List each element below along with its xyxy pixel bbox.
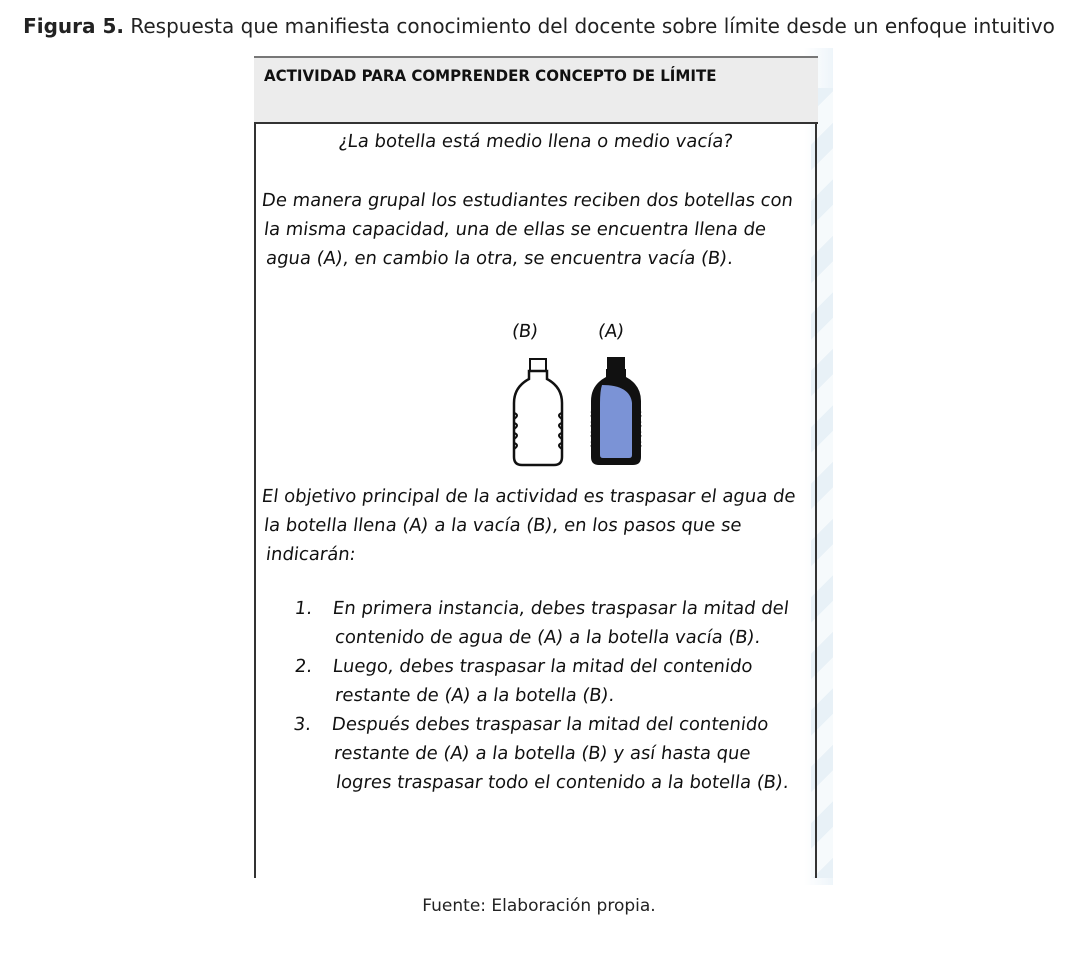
step-text: Luego, debes traspasar la mitad del contenido restante de (A) a la botella (B). <box>332 656 754 706</box>
activity-objective: El objetivo principal de la actividad es traspasar el agua de la botella llena (A) a la vacía (B), en los pasos que se indicarán: <box>261 486 797 565</box>
full-bottle-icon <box>588 355 644 469</box>
caption-text: Respuesta que manifiesta conocimiento del docente sobre límite desde un enfoque intuitivo <box>130 14 1055 38</box>
activity-description: De manera grupal los estudiantes reciben dos botellas con la misma capacidad, una de ellas se encuentra llena de agua (A), en cambio la otra, se encuentra vacía (B). <box>261 190 794 269</box>
bottle-a-label: (A) <box>597 321 626 342</box>
activity-body <box>254 122 817 878</box>
step-number: 2. <box>294 656 313 677</box>
list-item <box>294 652 798 710</box>
step-number: 1. <box>294 598 313 619</box>
list-item <box>293 710 799 797</box>
activity-header <box>254 56 818 124</box>
activity-figure <box>254 48 833 885</box>
activity-question: ¿La botella está medio llena o medio vacía? <box>337 131 734 152</box>
step-text: En primera instancia, debes traspasar la mitad del contenido de agua de (A) a la botella vacía (B). <box>332 598 790 648</box>
bottle-b-label: (B) <box>511 321 540 342</box>
figure-source: Fuente: Elaboración propia. <box>422 896 656 916</box>
step-number: 3. <box>293 714 312 735</box>
bottles-illustration <box>506 317 646 472</box>
empty-bottle-icon <box>510 357 566 469</box>
figure-caption <box>0 14 1078 38</box>
steps-list <box>293 594 796 797</box>
list-item <box>294 594 798 652</box>
activity-title: ACTIVIDAD PARA COMPRENDER CONCEPTO DE LÍMITE <box>264 66 717 85</box>
step-text: Después debes traspasar la mitad del contenido restante de (A) a la botella (B) y así hasta que logres traspasar todo el contenido a la botella (B). <box>331 714 790 793</box>
caption-label: Figura 5. <box>23 14 124 38</box>
